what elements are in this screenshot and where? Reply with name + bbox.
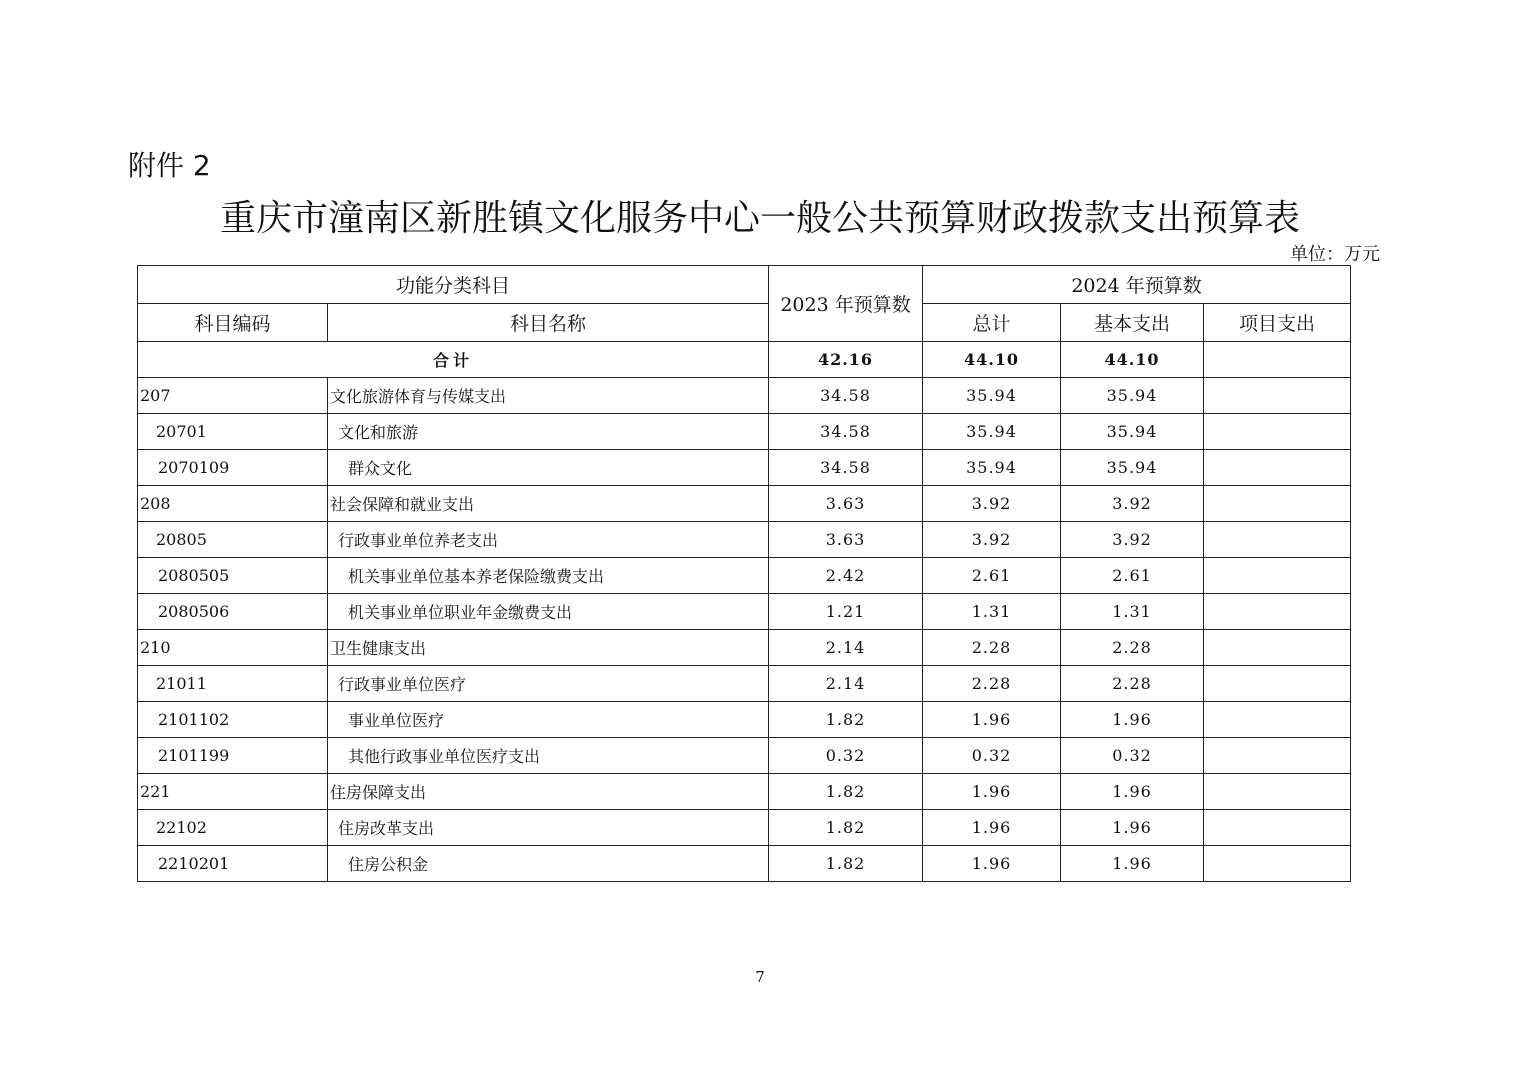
budget-2023-cell: 1.82 — [769, 846, 923, 882]
budget-2023-cell: 34.58 — [769, 378, 923, 414]
subject-code-cell: 2080506 — [138, 594, 328, 630]
subject-name-cell: 文化旅游体育与传媒支出 — [328, 378, 769, 414]
budget-2024-total-cell: 1.96 — [923, 702, 1061, 738]
budget-2024-project-cell — [1204, 702, 1351, 738]
subject-code-cell: 2101102 — [138, 702, 328, 738]
subject-code-cell: 22102 — [138, 810, 328, 846]
subject-name-cell: 住房保障支出 — [328, 774, 769, 810]
subject-name-cell: 行政事业单位医疗 — [328, 666, 769, 702]
budget-2024-total-cell: 2.61 — [923, 558, 1061, 594]
unit-label: 单位：万元 — [1290, 244, 1380, 265]
budget-2024-total-cell: 35.94 — [923, 450, 1061, 486]
subject-name-cell: 住房改革支出 — [328, 810, 769, 846]
budget-2024-total-cell: 1.96 — [923, 846, 1061, 882]
budget-2024-basic-cell: 1.96 — [1061, 702, 1204, 738]
total-row — [138, 342, 1351, 378]
subject-code-cell: 2080505 — [138, 558, 328, 594]
subject-name-cell: 机关事业单位职业年金缴费支出 — [328, 594, 769, 630]
budget-2023-cell: 0.32 — [769, 738, 923, 774]
subject-code-cell: 210 — [138, 630, 328, 666]
budget-2024-project-cell — [1204, 522, 1351, 558]
subject-code-cell: 20805 — [138, 522, 328, 558]
budget-2024-basic-cell: 35.94 — [1061, 414, 1204, 450]
budget-2024-basic-cell: 1.96 — [1061, 846, 1204, 882]
page-title: 重庆市潼南区新胜镇文化服务中心一般公共预算财政拨款支出预算表 — [219, 198, 1300, 239]
subject-name-cell: 住房公积金 — [328, 846, 769, 882]
header-2024-budget: 2024 年预算数 — [923, 266, 1351, 304]
budget-2024-basic-cell: 1.96 — [1061, 810, 1204, 846]
table-row — [138, 630, 1351, 666]
budget-2024-project-cell — [1204, 738, 1351, 774]
subject-name-cell: 事业单位医疗 — [328, 702, 769, 738]
budget-2023-cell: 3.63 — [769, 522, 923, 558]
budget-2024-basic-cell: 2.28 — [1061, 666, 1204, 702]
budget-2023-cell: 34.58 — [769, 414, 923, 450]
table-row — [138, 810, 1351, 846]
table-row — [138, 594, 1351, 630]
budget-2023-cell: 1.82 — [769, 774, 923, 810]
budget-2024-project-cell — [1204, 558, 1351, 594]
budget-2024-project-cell — [1204, 810, 1351, 846]
table-row — [138, 558, 1351, 594]
total-label: 合计 — [138, 342, 769, 378]
budget-2023-cell: 1.21 — [769, 594, 923, 630]
subject-name-cell: 社会保障和就业支出 — [328, 486, 769, 522]
budget-2024-project-cell — [1204, 846, 1351, 882]
header-subject-name: 科目名称 — [328, 304, 769, 342]
table-row — [138, 666, 1351, 702]
budget-2023-cell: 1.82 — [769, 810, 923, 846]
subject-name-cell: 卫生健康支出 — [328, 630, 769, 666]
header-total: 总计 — [923, 304, 1061, 342]
budget-2024-project-cell — [1204, 666, 1351, 702]
total-2024-total: 44.10 — [923, 342, 1061, 378]
header-subject-code: 科目编码 — [138, 304, 328, 342]
subject-name-cell: 行政事业单位养老支出 — [328, 522, 769, 558]
budget-2024-total-cell: 1.31 — [923, 594, 1061, 630]
header-basic-expenditure: 基本支出 — [1061, 304, 1204, 342]
budget-2024-project-cell — [1204, 486, 1351, 522]
subject-name-cell: 机关事业单位基本养老保险缴费支出 — [328, 558, 769, 594]
budget-2024-basic-cell: 1.96 — [1061, 774, 1204, 810]
table-row — [138, 522, 1351, 558]
budget-2023-cell: 1.82 — [769, 702, 923, 738]
budget-2024-project-cell — [1204, 594, 1351, 630]
page-number: 7 — [755, 968, 765, 986]
header-project-expenditure: 项目支出 — [1204, 304, 1351, 342]
budget-2024-project-cell — [1204, 378, 1351, 414]
budget-2024-basic-cell: 0.32 — [1061, 738, 1204, 774]
table-row — [138, 774, 1351, 810]
total-2024-basic: 44.10 — [1061, 342, 1204, 378]
table-row — [138, 414, 1351, 450]
budget-2024-total-cell: 1.96 — [923, 810, 1061, 846]
subject-code-cell: 2101199 — [138, 738, 328, 774]
subject-code-cell: 2210201 — [138, 846, 328, 882]
budget-table — [137, 265, 1351, 882]
table-row — [138, 702, 1351, 738]
subject-code-cell: 21011 — [138, 666, 328, 702]
budget-2024-project-cell — [1204, 630, 1351, 666]
header-2023-budget: 2023 年预算数 — [769, 266, 923, 342]
total-2023: 42.16 — [769, 342, 923, 378]
header-functional-classification: 功能分类科目 — [138, 266, 769, 304]
table-row — [138, 378, 1351, 414]
subject-code-cell: 221 — [138, 774, 328, 810]
subject-name-cell: 群众文化 — [328, 450, 769, 486]
budget-2024-total-cell: 0.32 — [923, 738, 1061, 774]
budget-2024-total-cell: 2.28 — [923, 630, 1061, 666]
subject-name-cell: 其他行政事业单位医疗支出 — [328, 738, 769, 774]
budget-2023-cell: 3.63 — [769, 486, 923, 522]
attachment-label: 附件 2 — [128, 149, 211, 182]
budget-2024-basic-cell: 2.61 — [1061, 558, 1204, 594]
budget-2024-total-cell: 35.94 — [923, 414, 1061, 450]
subject-code-cell: 207 — [138, 378, 328, 414]
budget-2024-total-cell: 35.94 — [923, 378, 1061, 414]
budget-2024-basic-cell: 35.94 — [1061, 450, 1204, 486]
table-row — [138, 846, 1351, 882]
table-row — [138, 486, 1351, 522]
table-row — [138, 738, 1351, 774]
subject-code-cell: 208 — [138, 486, 328, 522]
budget-2023-cell: 2.14 — [769, 666, 923, 702]
budget-2024-project-cell — [1204, 414, 1351, 450]
budget-2024-basic-cell: 3.92 — [1061, 486, 1204, 522]
budget-2024-project-cell — [1204, 774, 1351, 810]
subject-name-cell: 文化和旅游 — [328, 414, 769, 450]
budget-2023-cell: 2.42 — [769, 558, 923, 594]
budget-2024-basic-cell: 1.31 — [1061, 594, 1204, 630]
budget-2024-basic-cell: 2.28 — [1061, 630, 1204, 666]
subject-code-cell: 2070109 — [138, 450, 328, 486]
budget-2024-total-cell: 3.92 — [923, 486, 1061, 522]
budget-2024-basic-cell: 3.92 — [1061, 522, 1204, 558]
budget-2024-total-cell: 2.28 — [923, 666, 1061, 702]
budget-2023-cell: 34.58 — [769, 450, 923, 486]
budget-2024-total-cell: 3.92 — [923, 522, 1061, 558]
budget-2024-basic-cell: 35.94 — [1061, 378, 1204, 414]
table-row — [138, 450, 1351, 486]
budget-2023-cell: 2.14 — [769, 630, 923, 666]
subject-code-cell: 20701 — [138, 414, 328, 450]
total-2024-project — [1204, 342, 1351, 378]
budget-2024-project-cell — [1204, 450, 1351, 486]
budget-2024-total-cell: 1.96 — [923, 774, 1061, 810]
